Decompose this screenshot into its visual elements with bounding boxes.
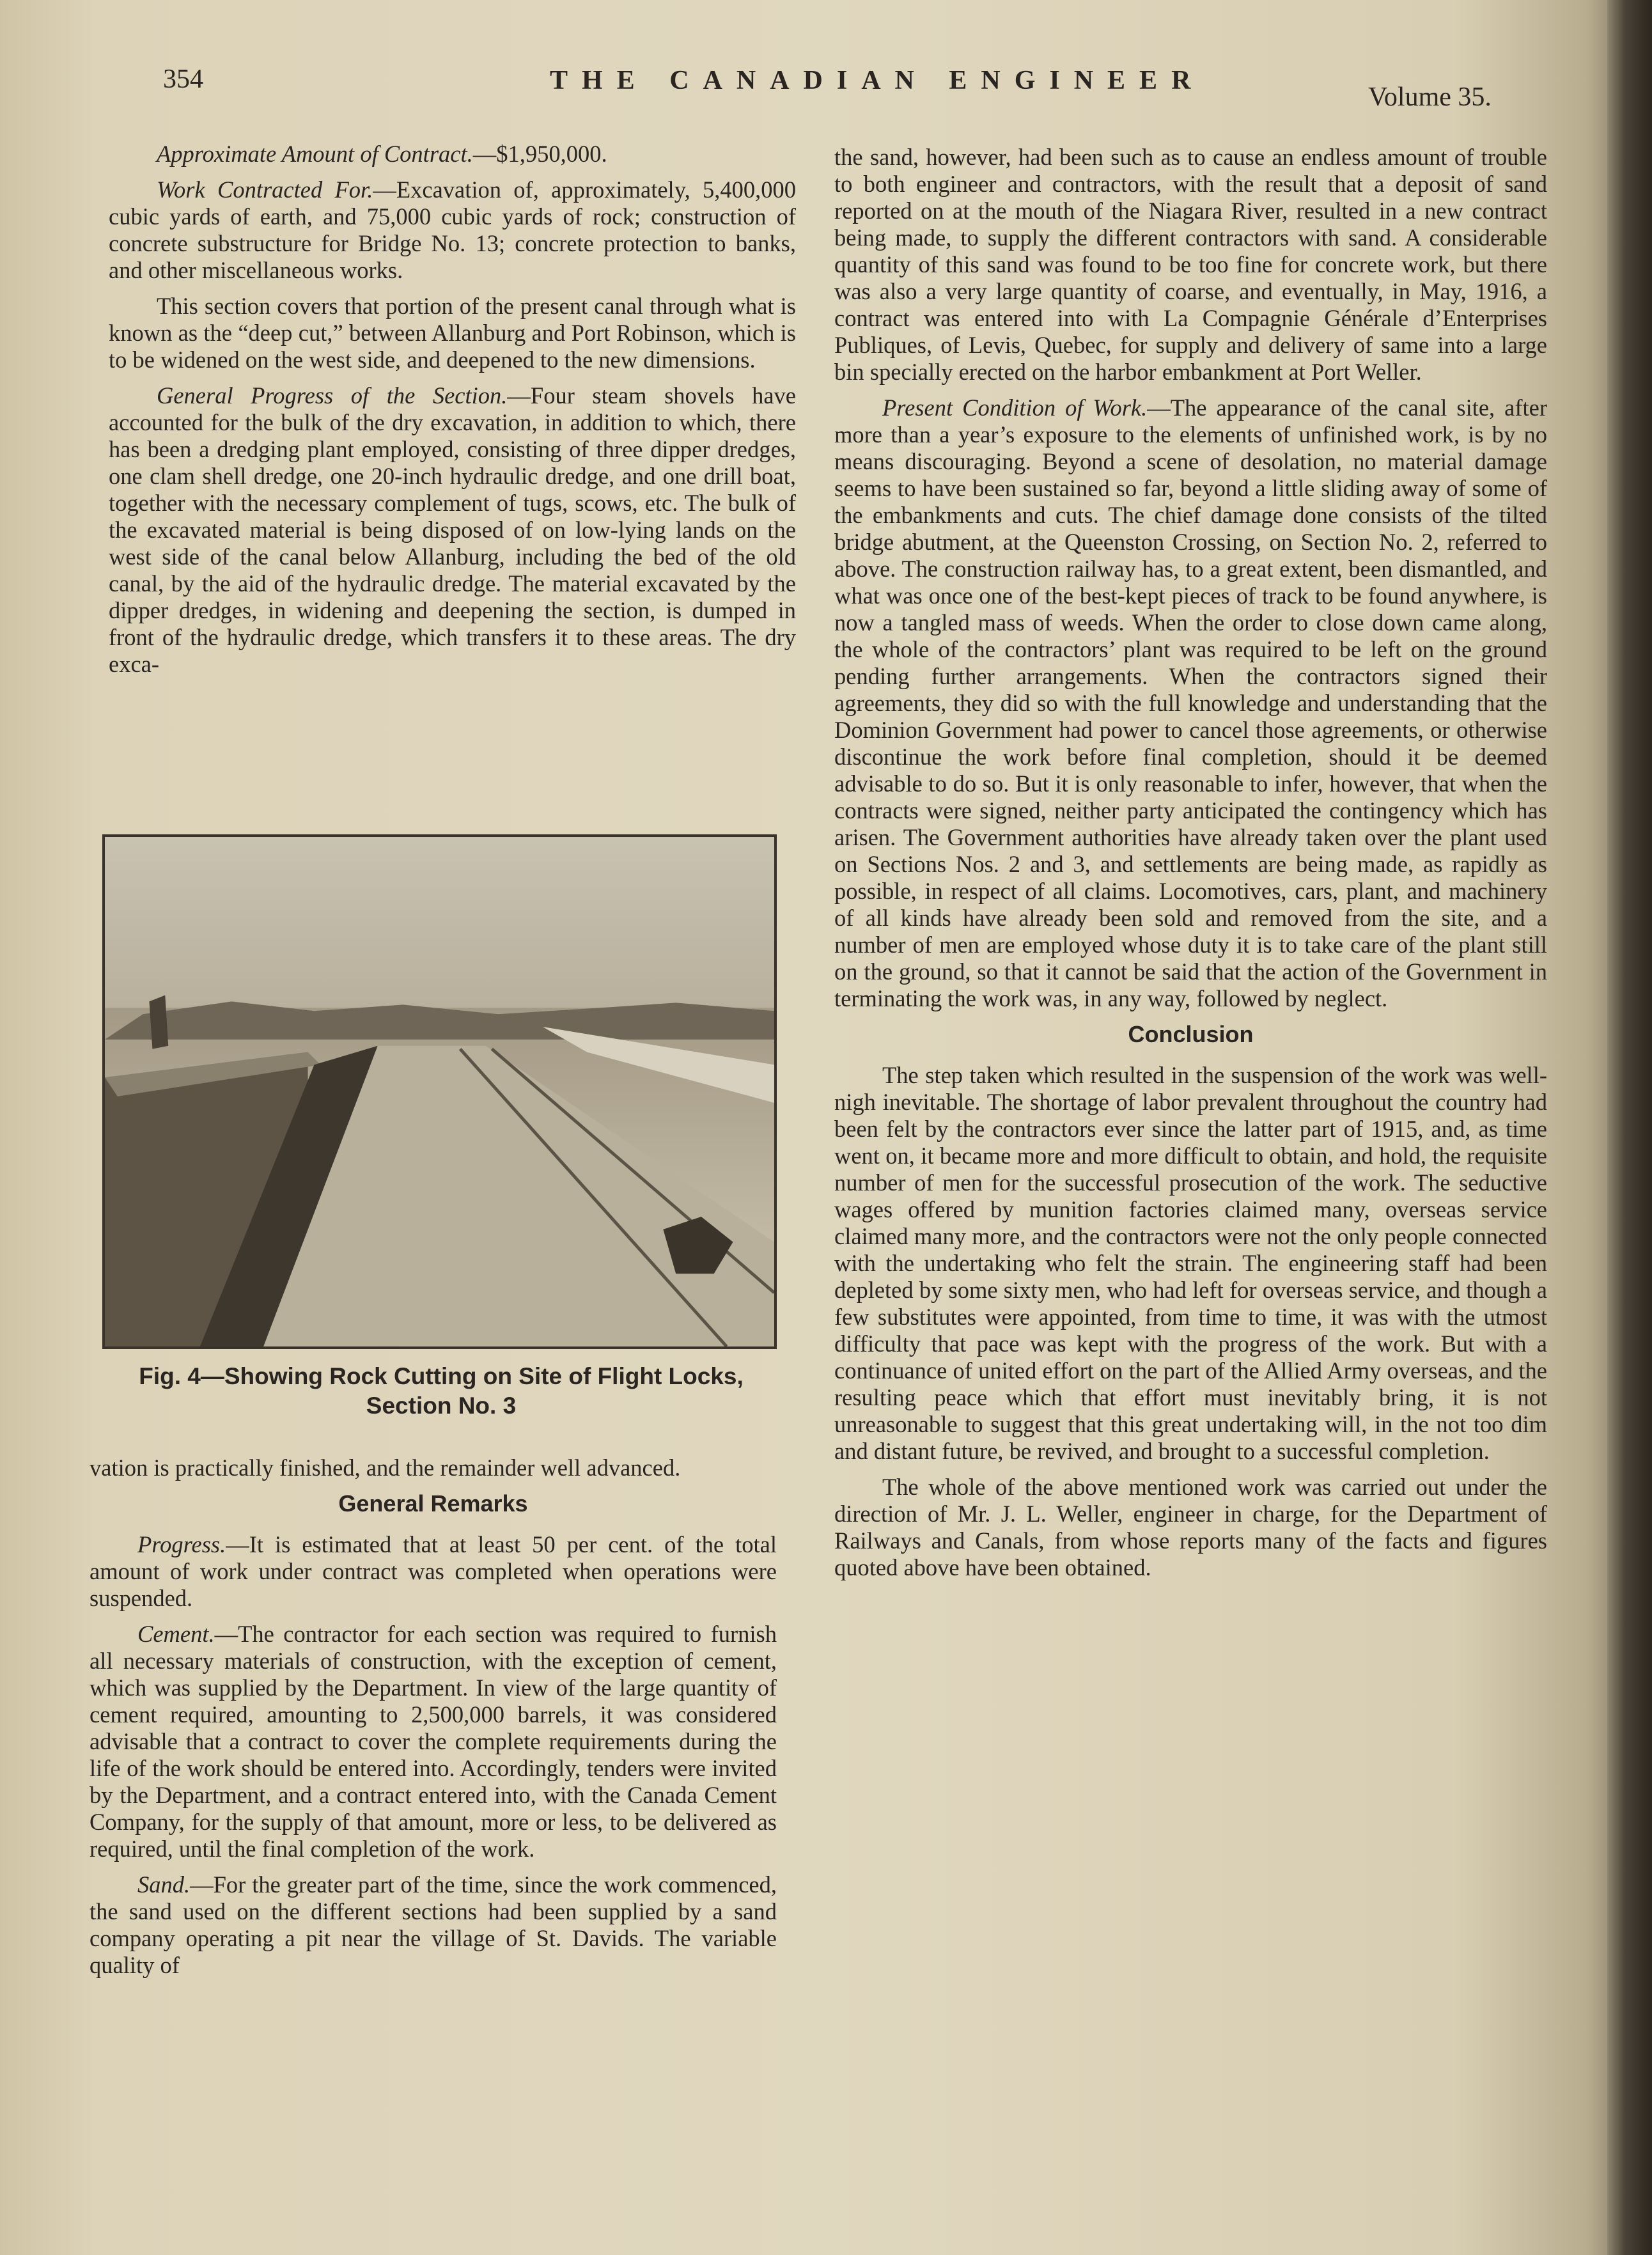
paragraph-present-condition: [834, 394, 1547, 1012]
paragraph-sand-continued: the sand, however, had been such as to cause an endless amount of trouble to both engineer and contractors, with the result that a deposit of sand reported on at the mouth of the Niagara River, resulted in a new contract being made, to supply the different contractors with sand. A considerable quantity of this sand was found to be too fine for concrete work, but there was also a very large quantity of coarse, and eventually, in May, 1916, a contract was entered into with La Compagnie Générale d’Enterprises Publiques, of Levis, Quebec, for supply and delivery of same into a large bin specially erected on the harbor embankment at Port Weller.: [834, 144, 1547, 385]
paragraph-acknowledgement: The whole of the above mentioned work was carried out under the direction of Mr. J. L. Weller, engineer in charge, for the Department of Railways and Canals, from whose reports many of the facts and figures quoted above have been obtained.: [834, 1474, 1547, 1580]
section-heading-conclusion: Conclusion: [1128, 1021, 1254, 1047]
photo-sky: [105, 837, 774, 1027]
paragraph-label: Approximate Amount of Contract.: [157, 141, 473, 167]
paragraph-label: Cement.: [137, 1621, 215, 1647]
journal-title: THE CANADIAN ENGINEER: [550, 66, 1205, 95]
figure-photo-rock-cutting: [102, 834, 777, 1349]
paragraph-cement: [90, 1621, 777, 1862]
page-number: 354: [163, 65, 203, 94]
paragraph-text: —It is estimated that at least 50 per cent. of the total amount of work under contract was completed when operations were suspended.: [90, 1531, 777, 1611]
paragraph-label: Progress.: [137, 1531, 226, 1557]
right-column: [834, 144, 1547, 1590]
paragraph-text: —Four steam shovels have accounted for the bulk of the dry excavation, in addition to which, there has been a dredging plant employed, consisting of three dipper dredges, one clam shell dredge, one 20-inch hydraulic dredge, and one drill boat, together with the necessary complement of tugs, scows, etc. The bulk of the excavated material is being disposed of on low-lying lands on the west side of the canal below Allanburg, including the bed of the old canal, by the aid of the hydraulic dredge. The material excavated by the dipper dredges, in widening and deepening the section, is dumped in front of the hydraulic dredge, which transfers it to these areas. The dry exca-: [109, 382, 797, 677]
photo-figure: [149, 995, 168, 1049]
paragraph-text: —The appearance of the canal site, after more than a year’s exposure to the elements of unfinished work, is by no means discouraging. Beyond a scene of desolation, no material damage seems to have been sustained so far, beyond a little sliding away of some of the embankments and cuts. The chief damage done consists of the tilted bridge abutment, at the Queenston Crossing, on Section No. 2, referred to above. The construction railway has, to a great extent, been dismantled, and what was once one of the best-kept pieces of track to be found anywhere, is now a tangled mass of weeds. When the order to close down came along, the whole of the contractors’ plant was required to be left on the ground pending further arrangements. When the contractors signed their agreements, they did so with the full knowledge and understanding that the Dominion Government had power to cancel those agreements, or otherwise discontinue the work before final completion, should it be deemed advisable to do so. But it is only reasonable to infer, however, that when the contracts were signed, neither party anticipated the contingency which has arisen. The Government authorities have already taken over the plant used on Sections Nos. 2 and 3, and settlements are being made, as rapidly as possible, in respect of all claims. Locomotives, cars, plant, and machinery of all kinds have already been sold and removed from the site, and a number of men are employed whose duty it is to take care of the plant still on the ground, so that it cannot be said that the action of the Government in terminating the work was, in any way, followed by neglect.: [834, 394, 1547, 1011]
binding-gutter: [1607, 0, 1652, 2255]
paragraph-work-contracted: [109, 176, 796, 284]
paragraph-label: Sand.: [137, 1871, 191, 1898]
paragraph-label: Work Contracted For.: [157, 176, 373, 203]
paragraph-text: —Excavation of, approximately, 5,400,000 cubic yards of earth, and 75,000 cubic yards of rock; construction of concrete substructure for Bridge No. 13; concrete protection to banks, and other miscellaneous works.: [109, 176, 796, 283]
paragraph-contract-amount: [109, 141, 796, 168]
paragraph-section-coverage: This section covers that portion of the present canal through what is known as the “deep cut,” between Allanburg and Port Robinson, which is to be widened on the west side, and deepened to the new dimensions.: [109, 293, 796, 373]
paragraph-text: —For the greater part of the time, since the work commenced, the sand used on the different sections had been supplied by a sand company operating a pit near the village of St. Davids. The variable quality of: [90, 1871, 777, 1978]
paragraph-conclusion: The step taken which resulted in the suspension of the work was well-nigh inevitable. The shortage of labor prevalent throughout the country had been felt by the contractors ever since the latter part of 1915, and, as time went on, it became more and more difficult to obtain, and hold, the requisite number of men for the successful prosecution of the work. The seductive wages offered by munition factories claimed many, overseas service claimed many more, and the contractors were not the only people connected with the undertaking who felt the strain. The engineering staff had been depleted by some sixty men, who had left for overseas service, and though a few substitutes were appointed, from time to time, it was with the utmost difficulty that pace was kept with the progress of the work. But with a continuance of united effort on the part of the Allied Army overseas, and the resulting peace which that effort must inevitably bring, it is not unreasonable to suggest that this great undertaking will, in the not too dim and distant future, be revived, and brought to a successful completion.: [834, 1062, 1547, 1464]
running-header: [0, 64, 1652, 112]
section-heading-general-remarks: General Remarks: [338, 1490, 528, 1517]
paragraph-text: —The contractor for each section was required to furnish all necessary materials of construction, with the exception of cement, which was supplied by the Department. In view of the large quantity of cement required, amounting to 2,500,000 barrels, it was considered advisable that a contract to cover the complete requirements during the life of the work should be entered into. Accordingly, tenders were invited by the Department, and a contract entered into, with the Canada Cement Company, for the supply of that amount, more or less, to be delivered as required, until the final completion of the work.: [90, 1621, 777, 1862]
left-column-top: [109, 141, 796, 687]
paragraph-excavation-continued: vation is practically finished, and the remainder well advanced.: [90, 1455, 681, 1481]
paragraph-label: General Progress of the Section.: [157, 382, 508, 409]
figure-caption: Fig. 4—Showing Rock Cutting on Site of Flight Locks, Section No. 3: [139, 1363, 744, 1419]
paragraph-progress: [90, 1531, 777, 1612]
paragraph-label: Present Condition of Work.: [882, 394, 1148, 421]
paragraph-text: —$1,950,000.: [472, 141, 607, 167]
left-column-bottom: [90, 1455, 777, 1988]
volume-label: Volume 35.: [1368, 82, 1492, 112]
paragraph-sand: [90, 1871, 777, 1979]
photo-illustration: [105, 837, 774, 1346]
paragraph-general-progress: [109, 382, 796, 678]
